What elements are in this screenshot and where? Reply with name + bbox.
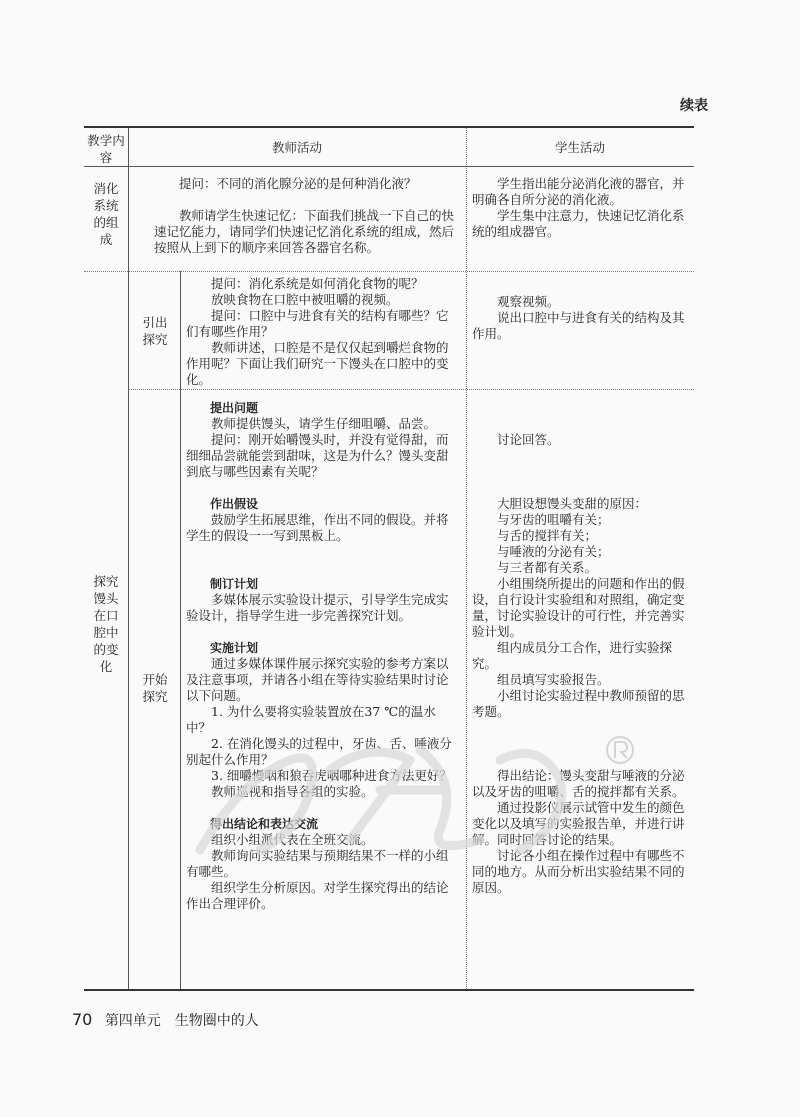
student-line: 讨论各小组在操作过程中有哪些不同的地方。从而分析出实验结果不同的原因。 [472, 848, 685, 895]
teacher-line: 放映食物在口腔中被咀嚼的视频。 [211, 292, 399, 307]
teacher-line: 提问：不同的消化腺分泌的是何种消化液？ [179, 176, 417, 191]
unit-title: 第四单元 生物圈中的人 [104, 1013, 259, 1029]
header-student: 学生活动 [554, 140, 605, 155]
student-line: 小组围绕所提出的问题和作出的假设，自行设计实验组和对照组，确定变量，讨论实验设计的可行性，并完善实验计划。 [472, 576, 685, 639]
teacher-activity-composition [154, 176, 458, 256]
student-line: 学生指出能分泌消化液的器官，并明确各自所分泌的消化液。 [472, 176, 685, 207]
student-line: 与牙齿的咀嚼有关； [497, 512, 610, 527]
section-heading-hypothesis: 作出假设 [210, 497, 259, 511]
continued-label: 续表 [680, 98, 708, 114]
student-line: 与唾液的分泌有关； [497, 544, 610, 559]
sub-column-divider [180, 271, 181, 989]
teacher-line: 教师请学生快速记忆：下面我们挑战一下自己的快速记忆能力，请同学们快速记忆消化系统的组成，然后按照从上到下的顺序来回答各器官名称。 [154, 208, 455, 255]
teacher-line: 提问：刚开始嚼馒头时，并没有觉得甜，而细细品尝就能尝到甜味，这是为什么？馒头变甜到底与哪些因素有关呢？ [186, 432, 449, 479]
section-heading-plan: 制订计划 [210, 577, 259, 591]
row-divider [128, 389, 694, 390]
lesson-plan-table [84, 126, 694, 991]
student-line: 说出口腔中与进食有关的结构及其作用。 [472, 310, 685, 341]
header-divider [84, 166, 694, 167]
header-teacher: 教师活动 [271, 140, 322, 155]
section-heading-conclusion: 得出结论和表达交流 [210, 817, 319, 831]
row-label-explore: 探究馒头在口腔中的变化 [93, 574, 119, 674]
student-line: 组员填写实验报告。 [497, 672, 610, 687]
teacher-line: 多媒体展示实验设计提示，引导学生完成实验设计，指导学生进一步完善探究计划。 [186, 592, 449, 623]
teacher-line: 鼓励学生拓展思维，作出不同的假设。并将学生的假设一一写到黑板上。 [186, 512, 449, 543]
student-line: 得出结论：馒头变甜与唾液的分泌以及牙齿的咀嚼、舌的搅拌都有关系。 [472, 768, 685, 799]
student-line: 观察视频。 [497, 294, 560, 309]
student-line: 学生集中注意力，快速记忆消化系统的组成器官。 [472, 208, 685, 239]
teacher-line: 3. 细嚼慢咽和狼吞虎咽哪种进食方法更好？ [211, 768, 452, 783]
teacher-line: 教师讲述，口腔是不是仅仅起到嚼烂食物的作用呢？下面让我们研究一下馒头在口腔中的变化。 [186, 340, 449, 387]
header-content: 教学内容 [87, 133, 125, 165]
section-heading-implement: 实施计划 [210, 641, 259, 655]
sub-label-intro: 引出探究 [142, 315, 168, 347]
column-divider [128, 128, 129, 989]
teacher-line: 1. 为什么要将实验装置放在37 ℃的温水中？ [186, 704, 436, 735]
teacher-activity-intro [186, 276, 460, 388]
page-footer [72, 1010, 259, 1030]
teacher-activity-start [186, 400, 460, 912]
teacher-line: 通过多媒体课件展示探究实验的参考方案以及注意事项，并请各小组在等待实验结果时讨论以下问题。 [186, 656, 449, 703]
page-number: 70 [72, 1010, 93, 1029]
student-line: 与舌的搅拌有关； [497, 528, 598, 543]
teacher-line: 提问：口腔中与进食有关的结构有哪些？它们有哪些作用？ [186, 308, 449, 339]
teacher-line: 2. 在消化馒头的过程中，牙齿、舌、唾液分别起什么作用？ [186, 736, 452, 767]
teacher-line: 教师询问实验结果与预期结果不一样的小组有哪些。 [186, 848, 449, 879]
teacher-line: 提问：消化系统是如何消化食物的呢？ [211, 276, 424, 291]
sub-label-start: 开始探究 [142, 672, 168, 704]
section-heading-question: 提出问题 [210, 401, 259, 415]
student-line: 通过投影仪展示试管中发生的颜色变化以及填写的实验报告单，并进行讲解。同时回答讨论的结果。 [472, 800, 685, 847]
student-line: 与三者都有关系。 [497, 560, 598, 575]
row-divider [84, 271, 694, 272]
column-divider [466, 128, 467, 989]
student-activity-intro [472, 294, 686, 342]
teacher-line: 组织小组派代表在全班交流。 [211, 832, 374, 847]
row-label-composition: 消化系统的组成 [93, 181, 119, 247]
teacher-line: 组织学生分析原因。对学生探究得出的结论作出合理评价。 [186, 880, 449, 911]
student-line: 讨论回答。 [497, 432, 560, 447]
student-line: 组内成员分工合作，进行实验探究。 [472, 640, 673, 671]
student-activity-composition [472, 176, 686, 240]
student-line: 大胆设想馒头变甜的原因： [497, 496, 648, 511]
student-activity-start [472, 432, 686, 896]
student-line: 小组讨论实验过程中教师预留的思考题。 [472, 688, 685, 719]
teacher-line: 教师巡视和指导各组的实验。 [211, 784, 374, 799]
teacher-line: 教师提供馒头，请学生仔细咀嚼、品尝。 [211, 416, 437, 431]
